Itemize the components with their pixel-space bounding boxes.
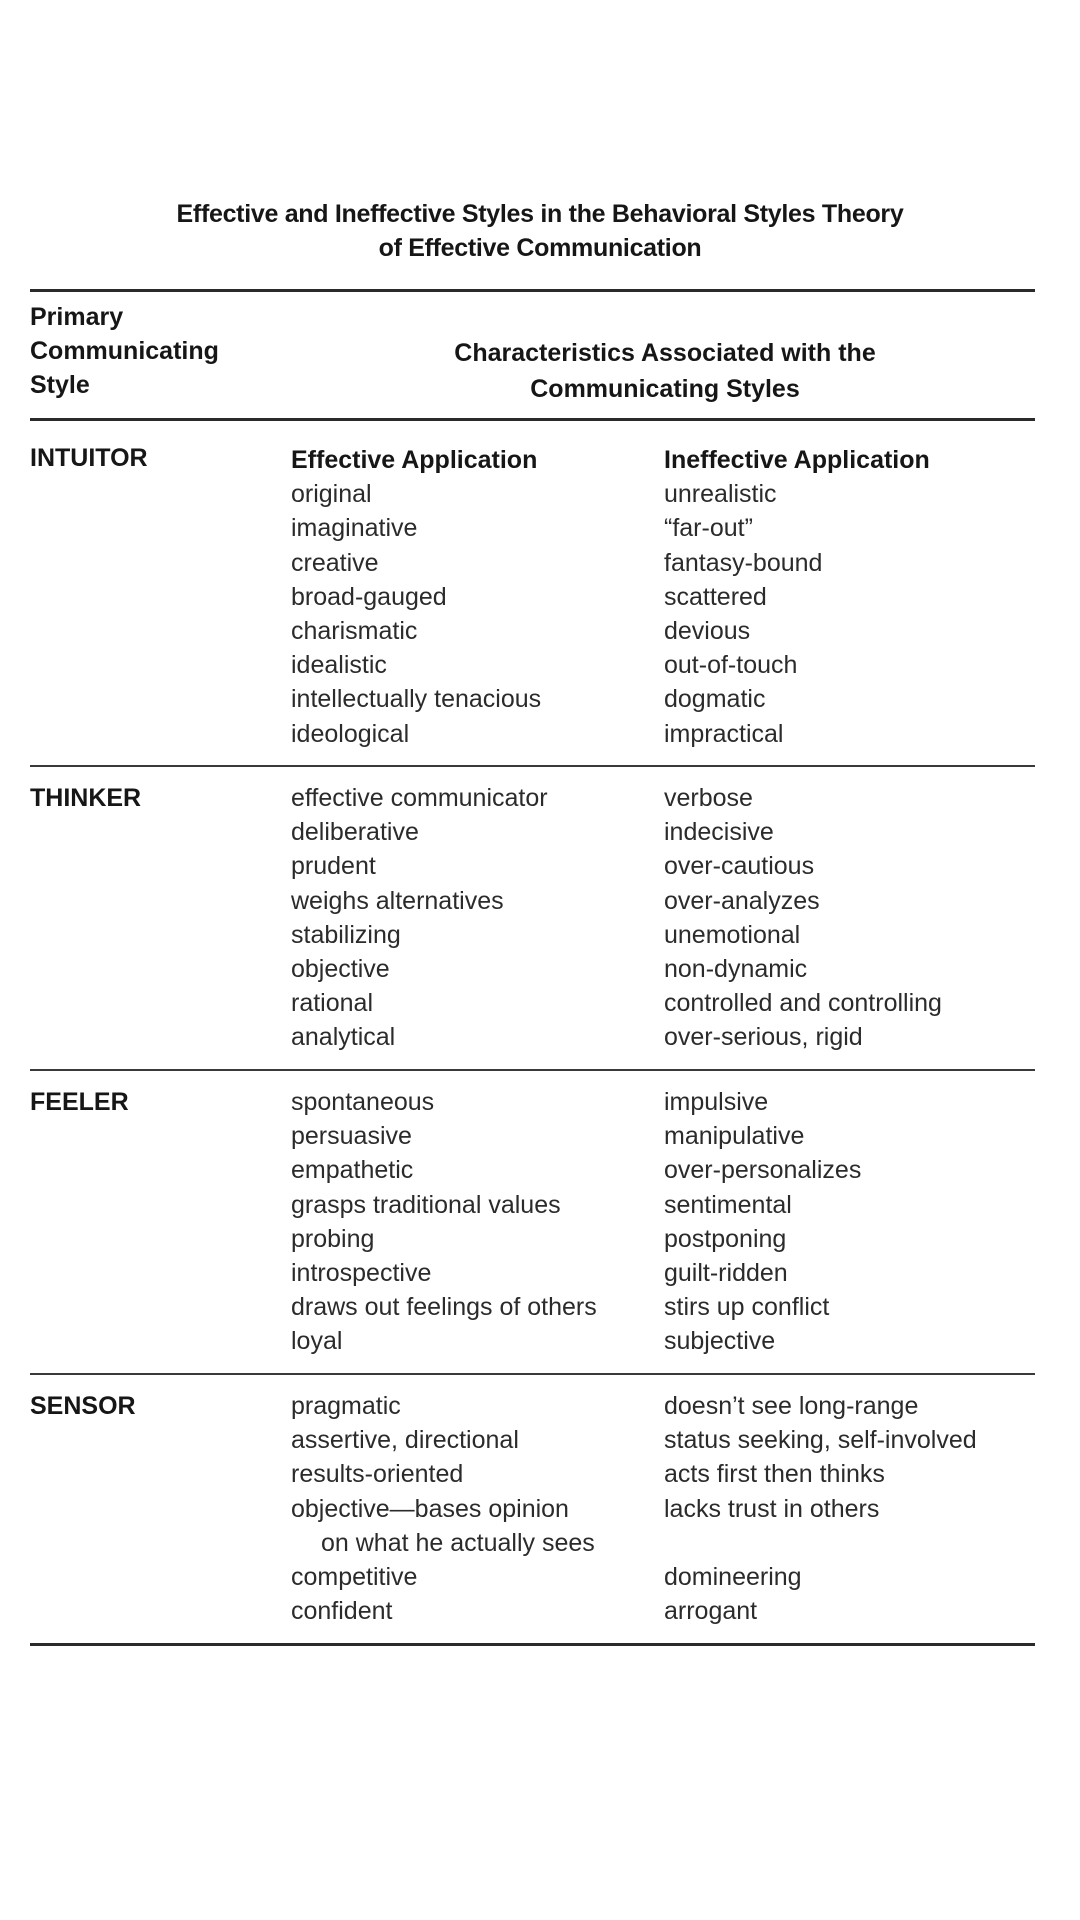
list-item: spontaneous [291,1088,435,1116]
list-item: broad-gauged [291,582,447,611]
list-item: effective communicator [291,784,548,812]
feeler-ineffective-column [664,1085,861,1359]
list-item: charismatic [291,616,418,645]
primary-style-header-line: Primary [30,303,124,331]
feeler-effective-column [291,1085,597,1359]
list-item: pragmatic [291,1392,401,1420]
characteristics-header [405,335,925,407]
list-item: devious [664,616,751,645]
list-item: over-cautious [664,852,815,881]
list-item: domineering [664,1562,802,1591]
list-item: sentimental [664,1190,792,1219]
list-item: results-oriented [291,1460,464,1489]
list-item: unemotional [664,920,801,949]
style-name-feeler: FEELER [30,1088,129,1116]
list-item: impulsive [664,1088,769,1116]
list-item: acts first then thinks [664,1460,885,1489]
ineffective-application-header: Ineffective Application [664,446,930,474]
characteristics-header-line: Communicating Styles [530,375,800,403]
list-item: out-of-touch [664,651,798,680]
list-item: “far-out” [664,514,753,543]
intuitor-ineffective-column [664,443,930,751]
list-item: imaginative [291,514,418,543]
list-item: doesn’t see long-range [664,1392,919,1420]
sensor-ineffective-column [664,1389,977,1628]
section-rule [30,1069,1035,1071]
list-item: intellectually tenacious [291,685,542,714]
list-item: grasps traditional values [291,1190,561,1219]
list-item: stirs up conflict [664,1293,830,1322]
list-item: manipulative [664,1122,805,1151]
list-item: lacks trust in others [664,1494,880,1523]
list-item-blank [664,1526,977,1560]
list-item: subjective [664,1327,776,1356]
list-item: over-serious, rigid [664,1023,863,1052]
list-item: original [291,480,372,509]
list-item: impractical [664,719,784,748]
list-item: weighs alternatives [291,886,504,915]
effective-application-header: Effective Application [291,446,538,474]
style-name-thinker: THINKER [30,784,142,812]
list-item: assertive, directional [291,1426,519,1455]
primary-style-header-line: Communicating [30,337,219,365]
list-item: fantasy-bound [664,548,823,577]
list-item: scattered [664,582,767,611]
list-item: loyal [291,1327,343,1356]
primary-style-header [30,300,219,402]
list-item: competitive [291,1562,418,1591]
list-item: over-analyzes [664,886,820,915]
list-item: arrogant [664,1597,758,1626]
list-item: objective—bases opinion [291,1494,569,1523]
list-item: probing [291,1224,375,1253]
list-item: creative [291,548,379,577]
list-item: deliberative [291,818,419,847]
list-item: draws out feelings of others [291,1293,597,1322]
list-item: guilt-ridden [664,1258,788,1287]
list-item: controlled and controlling [664,989,942,1018]
list-item: idealistic [291,651,387,680]
list-item: indecisive [664,818,774,847]
list-item: objective [291,954,390,983]
table-title-line-1: Effective and Ineffective Styles in the Behavioral Styles Theory [176,200,904,228]
list-item: introspective [291,1258,432,1287]
section-rule [30,1373,1035,1375]
list-item: confident [291,1597,393,1626]
list-item: unrealistic [664,480,777,509]
list-item: ideological [291,719,410,748]
intuitor-effective-column [291,443,541,751]
table-title-line-2: of Effective Communication [378,234,702,262]
list-item: non-dynamic [664,954,808,983]
primary-style-header-line: Style [30,371,90,399]
list-item: status seeking, self-involved [664,1426,977,1455]
list-item: postponing [664,1224,787,1253]
top-rule [30,289,1035,292]
list-item: dogmatic [664,685,766,714]
style-name-intuitor: INTUITOR [30,444,148,472]
bottom-rule [30,1643,1035,1646]
style-name-sensor: SENSOR [30,1392,136,1420]
thinker-effective-column [291,781,548,1055]
list-item: rational [291,989,373,1018]
list-item: empathetic [291,1156,414,1185]
thinker-ineffective-column [664,781,942,1055]
list-item: stabilizing [291,920,401,949]
section-rule [30,765,1035,767]
sensor-effective-column [291,1389,595,1628]
list-item: on what he actually sees [321,1528,595,1557]
characteristics-header-line: Characteristics Associated with the [454,339,876,367]
list-item: persuasive [291,1122,412,1151]
list-item: analytical [291,1023,396,1052]
list-item: verbose [664,784,753,812]
list-item: prudent [291,852,376,881]
header-rule [30,418,1035,421]
list-item: over-personalizes [664,1156,862,1185]
